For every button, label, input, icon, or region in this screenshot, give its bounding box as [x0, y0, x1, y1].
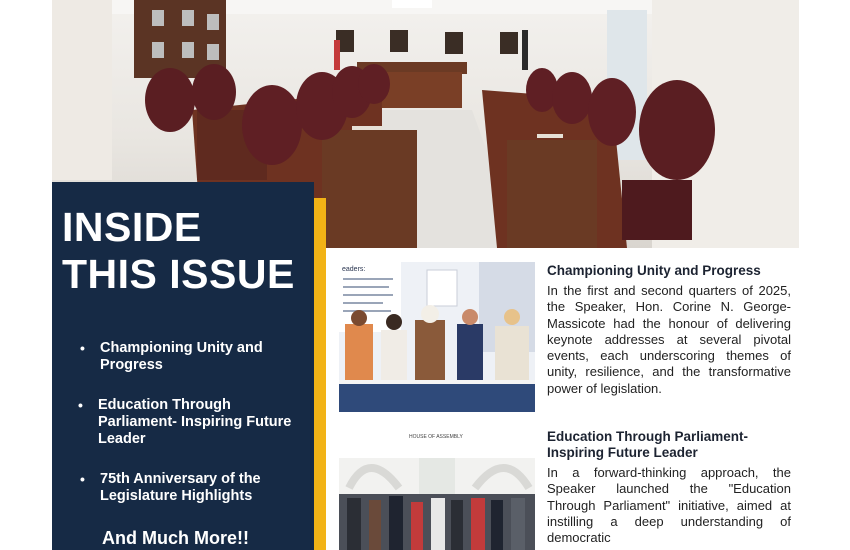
- photo-banner-text: eaders:: [342, 266, 366, 273]
- accent-bar: [314, 198, 326, 550]
- list-item-label: 75th Anniversary of the Legislature Highlights: [100, 471, 261, 504]
- article-body: In a forward-thinking approach, the Speaker launched the "Education Through Parliament" initiative, aimed at instilling a deep understanding of democratic: [547, 465, 791, 546]
- list-item-label: Education Through Parliament- Inspiring Future Leader: [98, 397, 292, 447]
- speakers-panel-photo: [339, 262, 535, 412]
- and-much-more-text: And Much More!!: [102, 528, 249, 548]
- newsletter-page: [52, 0, 799, 550]
- article-title: Education Through Parliament- Inspiring Future Leader: [547, 429, 749, 460]
- heading-line-1: INSIDE: [62, 204, 202, 250]
- building-sign-text: HOUSE OF ASSEMBLY: [409, 434, 463, 440]
- bullet-icon: •: [80, 340, 85, 356]
- article-title: Championing Unity and Progress: [547, 263, 761, 278]
- students-group-photo: [339, 428, 535, 550]
- list-item-label: Championing Unity and Progress: [100, 340, 263, 373]
- bullet-icon: •: [80, 471, 85, 487]
- article-body: In the first and second quarters of 2025, the Speaker, Hon. Corine N. George-Massicote had the honour of delivering keynote addresses at several pivotal events, each underscoring themes of unity, resilience, and the transformative power of legislation.: [547, 283, 791, 396]
- bullet-icon: •: [78, 397, 83, 413]
- inside-this-issue-heading: [62, 204, 312, 298]
- heading-line-2: THIS ISSUE: [62, 251, 295, 297]
